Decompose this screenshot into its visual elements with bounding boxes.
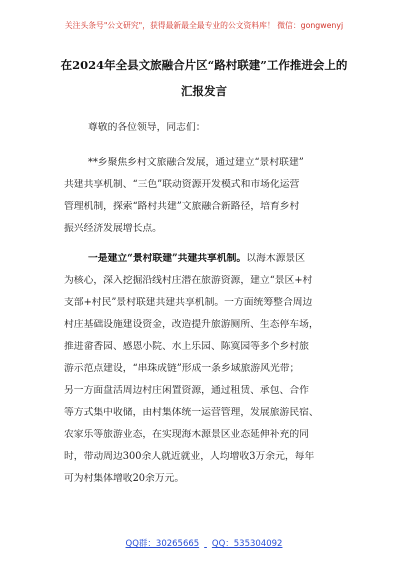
section1-line-1: 为核心，深入挖掘沿线村庄潜在旅游资源，建立“景区+村 [64, 275, 313, 286]
intro-line-1: **乡聚焦乡村文旅融合发展，通过建立“景村联建” [88, 157, 304, 168]
section1-heading: 一是建立“景村联建”共建共享机制。 [88, 253, 247, 264]
top-banner: 关注头条号"公文研究"，获得最新最全最专业的公文资料库！ 微信：gongwenyj [64, 21, 344, 30]
section1-first-line [88, 253, 368, 265]
footer-contact[interactable] [0, 537, 408, 549]
section1-line-10: 可为村集体增收20余万元。 [64, 473, 185, 484]
section1-first-line-rest: 以海木源景区 [246, 253, 306, 264]
footer-qq[interactable]: QQ：535304092 [211, 539, 283, 549]
intro-line-4: 振兴经济发展增长点。 [64, 223, 162, 234]
section1-line-9: 时，带动周边300余人就近就业，人均增收3万余元，每年 [64, 451, 315, 462]
intro-line-3: 管理机制，探索“路村共建”文旅融合新路径，培育乡村 [64, 201, 300, 212]
section1-line-7: 等方式集中收储，由村集体统一运营管理，发展旅游民宿、 [64, 407, 319, 418]
section1-line-3: 村庄基础设施建设资金，改造提升旅游厕所、生态停车场， [64, 319, 319, 330]
section1-line-5: 游示范点建设，“串珠成链”形成一条乡域旅游风光带； [64, 363, 300, 374]
document-title-line-1: 在2024年全县文旅融合片区“路村联建”工作推进会上的 [60, 58, 348, 72]
section1-line-2: 支部+村民”景村联建共建共享机制。一方面统筹整合周边 [64, 297, 313, 308]
footer-qq-group[interactable]: QQ群：30265665 [125, 539, 200, 549]
section1-line-6: 另一方面盘活周边村庄闲置资源，通过租赁、承包、合作 [64, 385, 309, 396]
section1-line-4: 推进畲香园、感恩小院、水上乐园、陈寞园等多个乡村旅 [64, 341, 309, 352]
document-title-line-2: 汇报发言 [181, 84, 227, 98]
section1-line-8: 农家乐等旅游业态，在实现海木源景区业态延伸补充的同 [64, 429, 309, 440]
greeting: 尊敬的各位领导，同志们： [88, 122, 206, 133]
intro-line-2: 共建共享机制、“三色”联动资源开发模式和市场化运营 [64, 179, 300, 190]
